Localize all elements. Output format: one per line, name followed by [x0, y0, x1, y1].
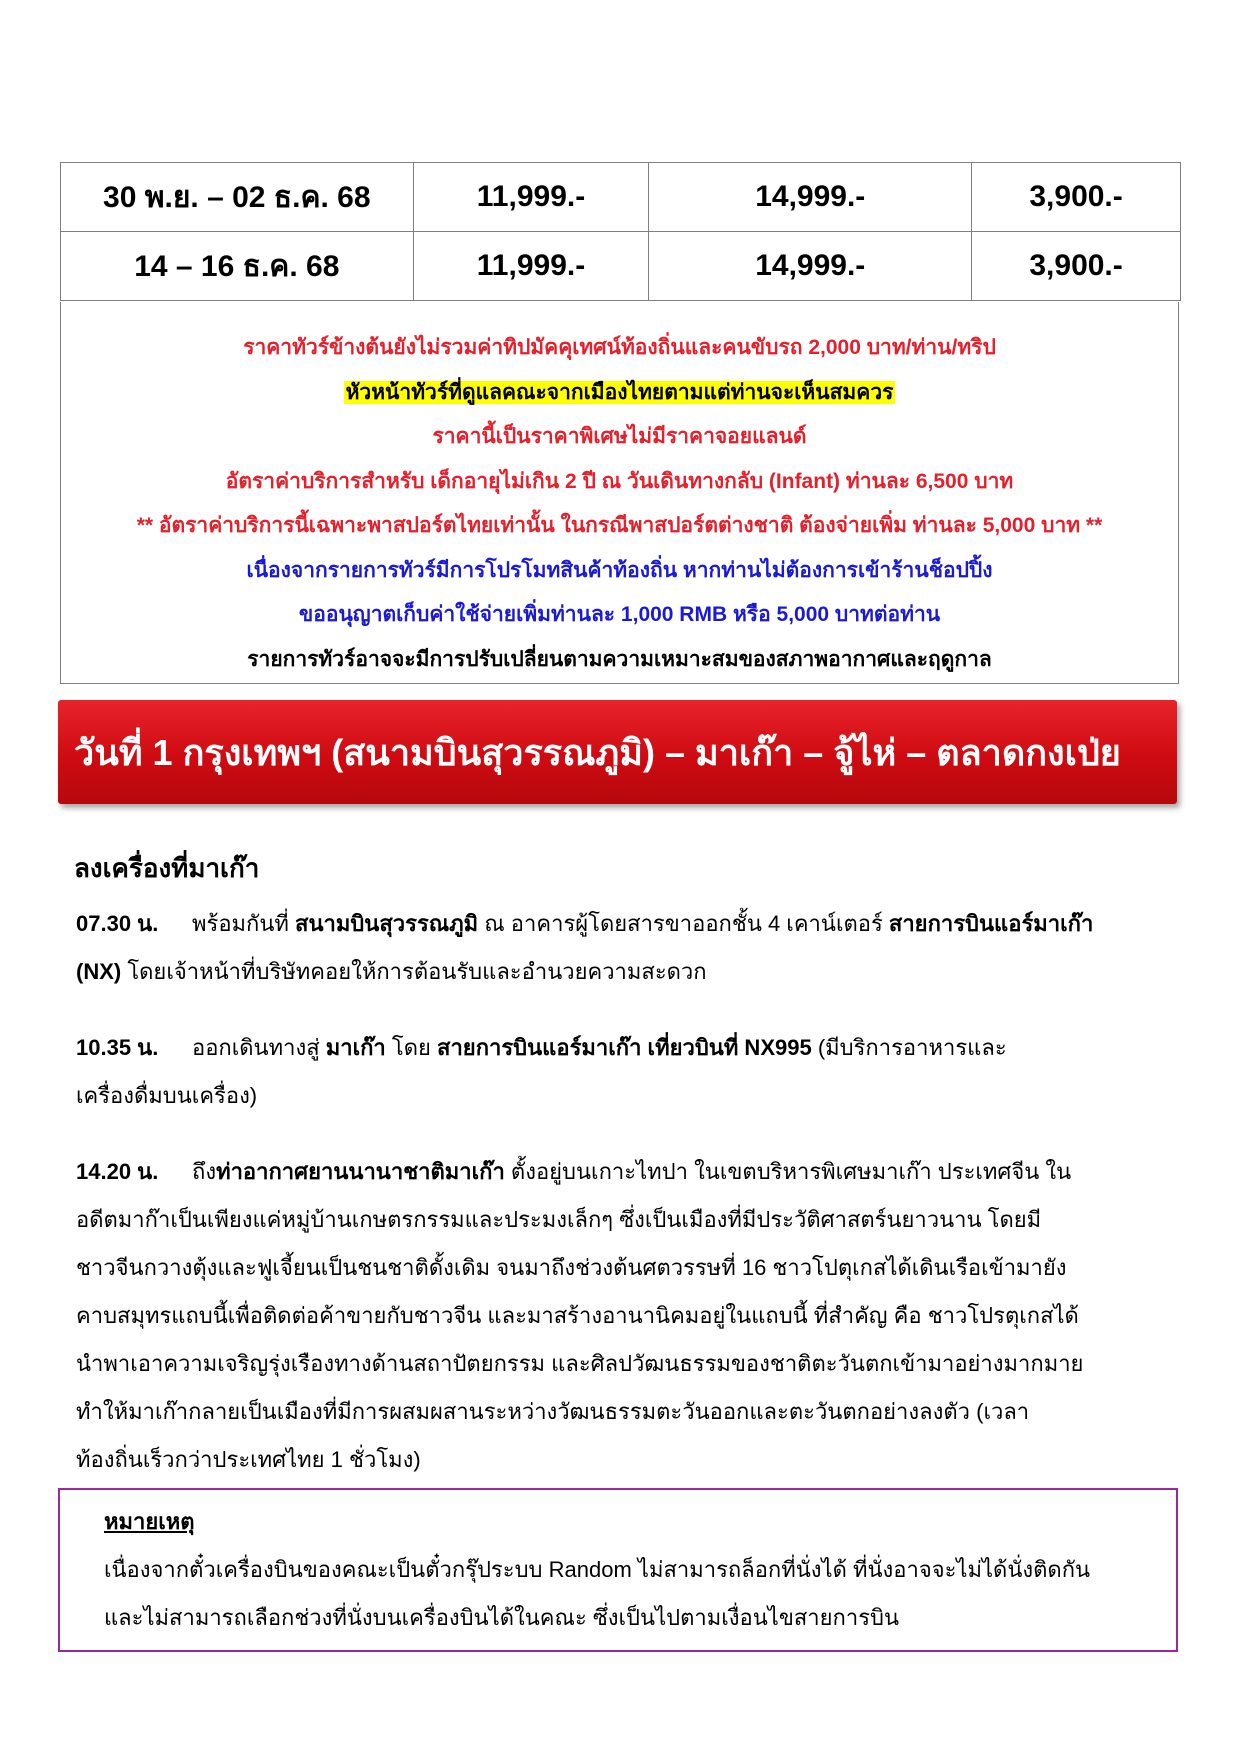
item-bold: สนามบินสุวรรณภูมิ — [295, 911, 479, 936]
note-line: ราคาทัวร์ข้างต้นยังไม่รวมค่าทิปมัคคุเทศน์ท้องถิ่นและคนขับรถ 2,000 บาท/ท่าน/ทริป — [243, 336, 996, 359]
item-time: 14.20 น. — [76, 1159, 159, 1184]
note-line: ราคานี้เป็นราคาพิเศษไม่มีราคาจอยแลนด์ — [432, 425, 807, 448]
note-line — [61, 371, 1178, 416]
table-row — [61, 163, 1181, 232]
item-text: อดีตมาก๊าเป็นเพียงแค่หมู่บ้านเกษตรกรรมและประมงเล็กๆ ซึ่งเป็นเมืองที่มีประวัติศาสตร์นยาวนาน โดยมี — [76, 1207, 1042, 1232]
note-line: ขออนุญาตเก็บค่าใช้จ่ายเพิ่มท่านละ 1,000 RMB หรือ 5,000 บาทต่อท่าน — [298, 603, 941, 626]
price-cell: 14,999.- — [649, 232, 972, 301]
price-table — [60, 162, 1181, 301]
price-cell: 11,999.- — [413, 232, 649, 301]
travel-date-cell: 30 พ.ย. – 02 ธ.ค. 68 — [61, 163, 414, 232]
price-cell: 3,900.- — [972, 232, 1181, 301]
item-text: ตั้งอยู่บนเกาะไทปา ในเขตบริหารพิเศษมาเก๊า ประเทศจีน ใน — [504, 1159, 1072, 1184]
table-row — [61, 232, 1181, 301]
item-text: (มีบริการอาหารและ — [811, 1035, 1007, 1060]
travel-date-cell: 14 – 16 ธ.ค. 68 — [61, 232, 414, 301]
day-title-banner — [58, 700, 1177, 804]
highlighted-note: หัวหน้าทัวร์ที่ดูแลคณะจากเมืองไทยตามแต่ท่านจะเห็นสมควร — [345, 380, 894, 404]
item-text: เครื่องดื่มบนเครื่อง) — [76, 1083, 258, 1108]
item-text: ออกเดินทางสู่ — [192, 1035, 326, 1060]
item-bold: (NX) — [76, 959, 122, 984]
item-bold: สายการบินแอร์มาเก๊า — [888, 911, 1094, 936]
item-time: 10.35 น. — [76, 1035, 159, 1060]
remark-box — [58, 1488, 1178, 1652]
item-text: พร้อมกันที่ — [192, 911, 296, 936]
item-text: ณ อาคารผู้โดยสารขาออกชั้น 4 เคาน์เตอร์ — [478, 911, 889, 936]
itinerary-item — [76, 900, 1176, 996]
day-title: วันที่ 1 กรุงเทพฯ (สนามบินสุวรรณภูมิ) – มาเก๊า – จู้ไห่ – ตลาดกงเป่ย — [74, 731, 1121, 773]
note-line: ** อัตราค่าบริการนี้เฉพาะพาสปอร์ตไทยเท่านั้น ในกรณีพาสปอร์ตต่างชาติ ต้องจ่ายเพิ่ม ท่านละ 5,000 บาท ** — [136, 514, 1103, 537]
item-text: คาบสมุทรแถบนี้เพื่อติดต่อค้าขายกับชาวจีน และมาสร้างอานานิคมอยู่ในแถบนี้ ที่สำคัญ คือ ชาวโปรตุเกสได้ — [76, 1303, 1079, 1328]
note-line: รายการทัวร์อาจจะมีการปรับเปลี่ยนตามความเหมาะสมของสภาพอากาศและฤดูกาล — [247, 647, 992, 671]
price-notes — [60, 302, 1179, 684]
item-time: 07.30 น. — [76, 911, 159, 936]
item-text: โดยเจ้าหน้าที่บริษัทคอยให้การต้อนรับและอำนวยความสะดวก — [121, 959, 707, 984]
section-heading: ลงเครื่องที่มาเก๊า — [74, 853, 260, 883]
note-line: อัตราค่าบริการสำหรับ เด็กอายุไม่เกิน 2 ปี ณ วันเดินทางกลับ (Infant) ท่านละ 6,500 บาท — [225, 469, 1014, 493]
price-cell: 14,999.- — [649, 163, 972, 232]
itinerary-item — [76, 1148, 1176, 1484]
item-text: โดย — [385, 1035, 438, 1060]
note-line: เนื่องจากรายการทัวร์มีการโปรโมทสินค้าท้องถิ่น หากท่านไม่ต้องการเข้าร้านช็อปปิ้ง — [246, 558, 993, 582]
item-bold: มาเก๊า — [325, 1035, 386, 1060]
price-cell: 11,999.- — [413, 163, 649, 232]
itinerary-item — [76, 1024, 1176, 1120]
item-text: ทำให้มาเก๊ากลายเป็นเมืองที่มีการผสมผสานระหว่างวัฒนธรรมตะวันออกและตะวันตกอย่างลงตัว (เวลา — [76, 1399, 1030, 1424]
remark-text: เนื่องจากตั๋วเครื่องบินของคณะเป็นตั๋วกรุ๊ประบบ Random ไม่สามารถล็อกที่นั่งได้ ที่นั่งอาจจะไม่ได้นั่งติดกัน — [104, 1557, 1091, 1582]
price-cell: 3,900.- — [972, 163, 1181, 232]
item-text: ชาวจีนกวางตุ้งและฟูเจี้ยนเป็นชนชาติดั้งเดิม จนมาถึงช่วงต้นศตวรรษที่ 16 ชาวโปตุเกสได้เดินเรือเข้ามายัง — [76, 1255, 1067, 1280]
item-text: นำพาเอาความเจริญรุ่งเรืองทางด้านสถาปัตยกรรม และศิลปวัฒนธรรมของชาติตะวันตกเข้ามาอย่างมากมาย — [76, 1351, 1084, 1376]
remark-title: หมายเหตุ — [104, 1509, 195, 1534]
item-text: ท้องถิ่นเร็วกว่าประเทศไทย 1 ชั่วโมง) — [76, 1447, 421, 1472]
remark-text: และไม่สามารถเลือกช่วงที่นั่งบนเครื่องบินได้ในคณะ ซึ่งเป็นไปตามเงื่อนไขสายการบิน — [104, 1605, 900, 1630]
item-bold: ท่าอากาศยานนานาชาติมาเก๊า — [216, 1159, 505, 1184]
item-bold: สายการบินแอร์มาเก๊า เที่ยวบินที่ NX995 — [437, 1035, 812, 1060]
item-text: ถึง — [192, 1159, 217, 1184]
